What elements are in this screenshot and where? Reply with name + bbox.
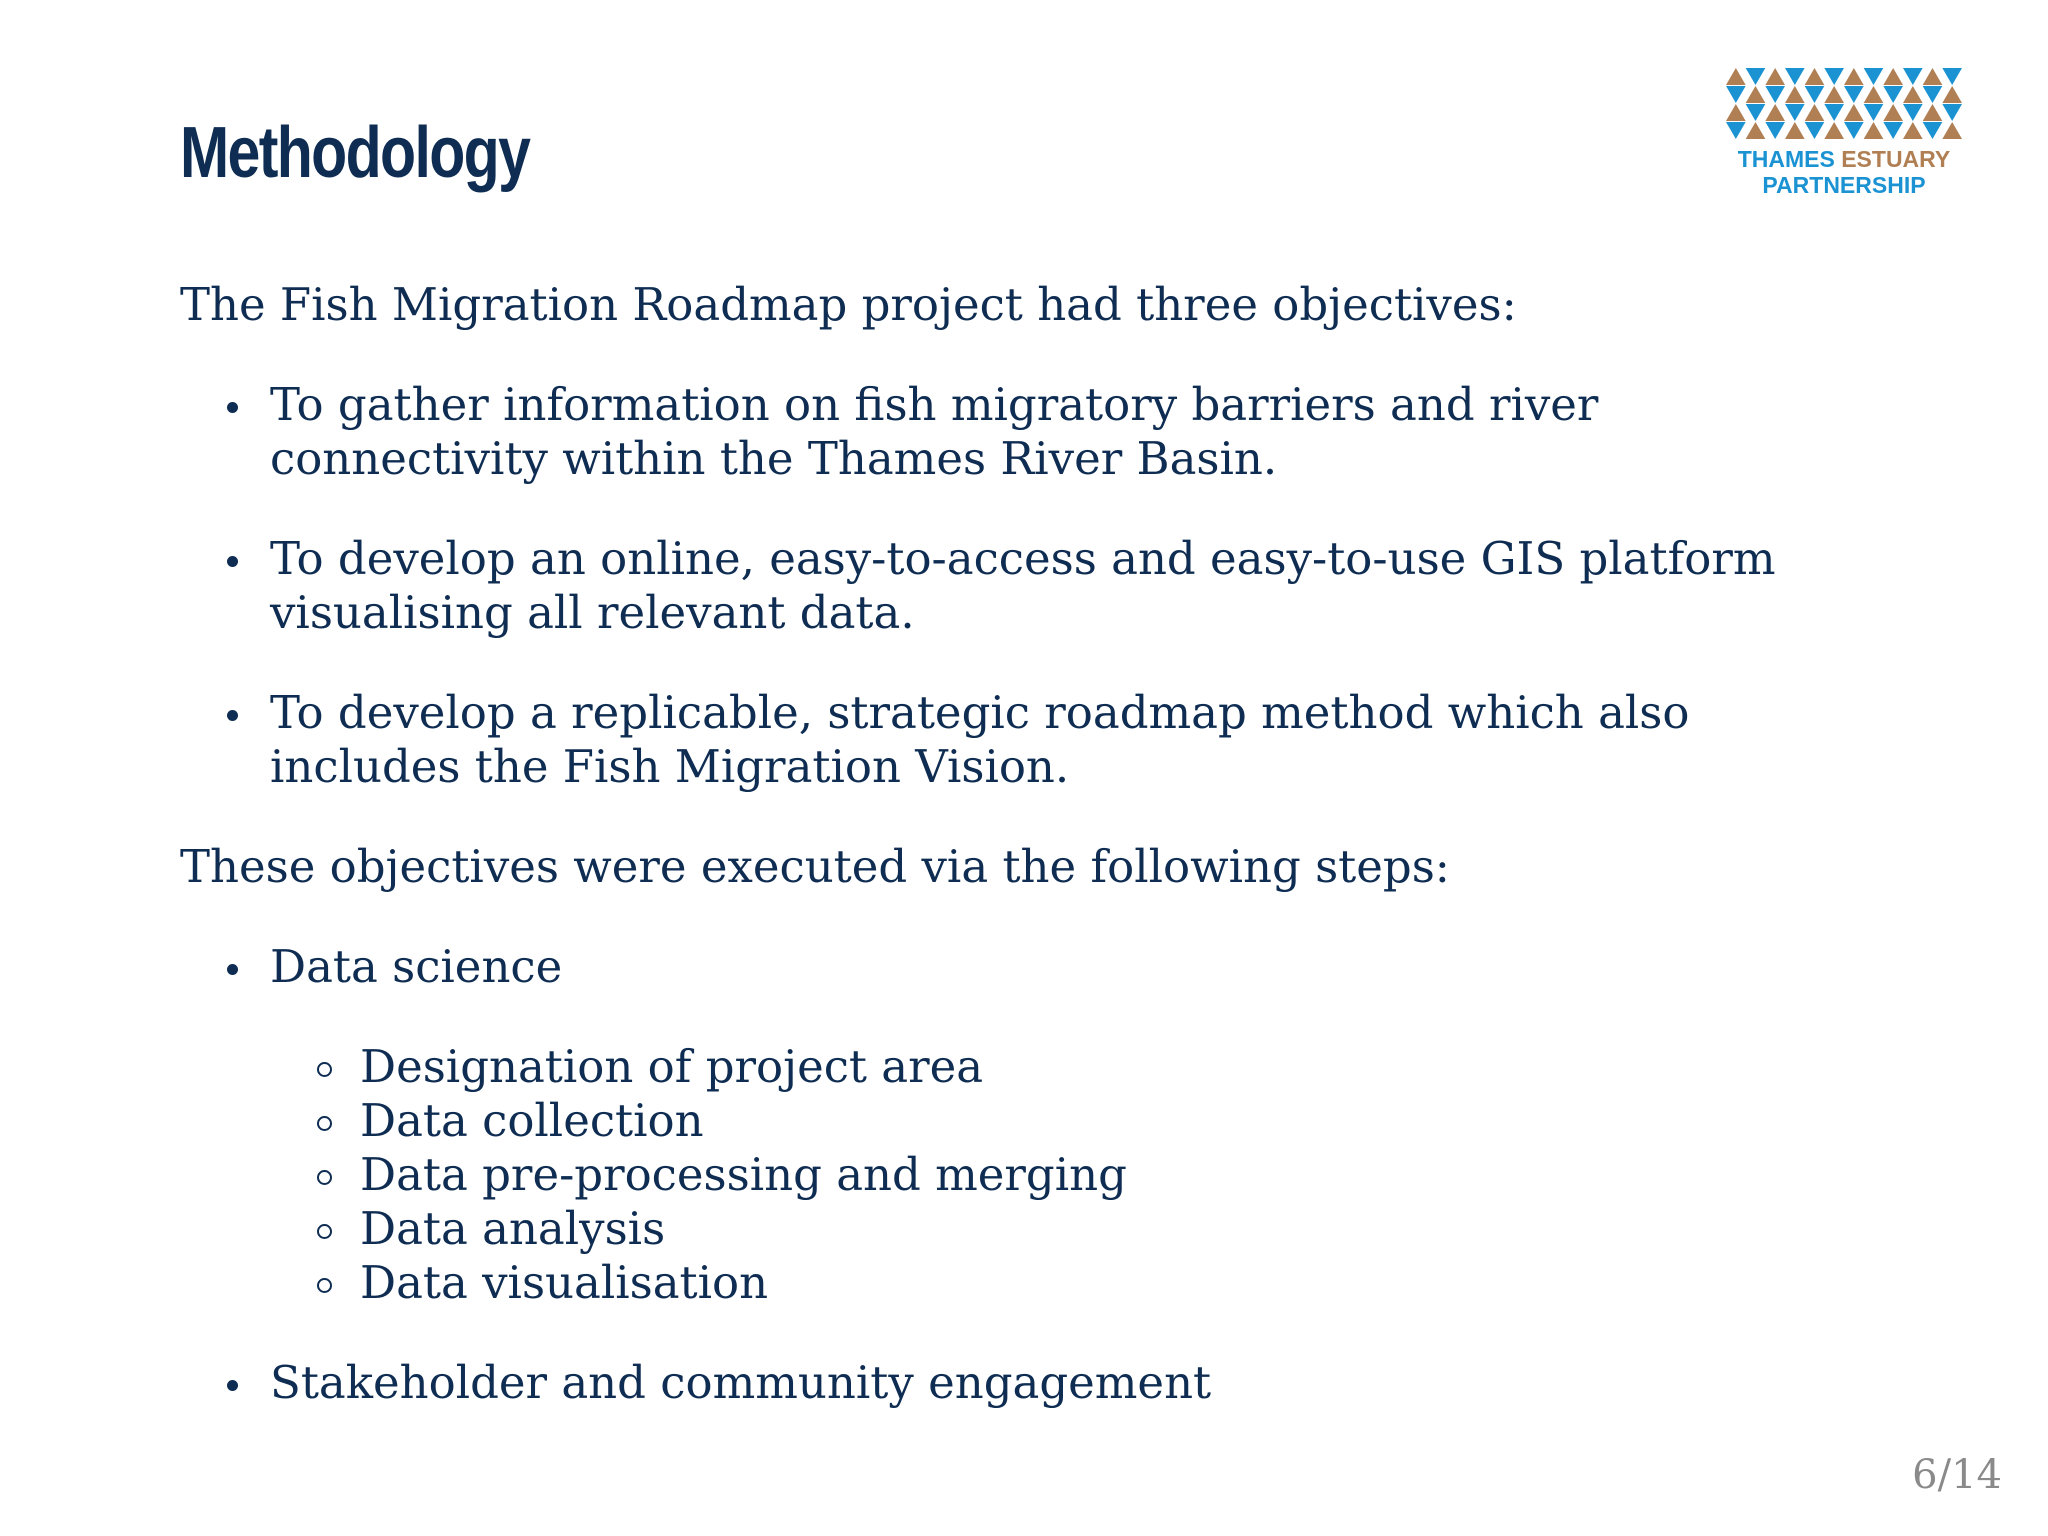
logo-triangle xyxy=(1864,68,1884,85)
logo-triangle xyxy=(1923,104,1943,121)
logo-triangle xyxy=(1864,86,1884,103)
substeps-list xyxy=(270,1040,1880,1310)
logo-triangle xyxy=(1805,68,1825,85)
logo-triangle xyxy=(1844,86,1864,103)
logo-triangle xyxy=(1923,68,1943,85)
logo-triangle xyxy=(1765,122,1785,139)
thames-estuary-partnership-logo xyxy=(1726,68,1962,200)
logo-triangle xyxy=(1765,104,1785,121)
logo-triangle xyxy=(1903,86,1923,103)
step-label: Data science xyxy=(270,940,563,993)
logo-triangle xyxy=(1726,104,1746,121)
logo-line-1 xyxy=(1726,146,1962,172)
substep-item: Designation of project area xyxy=(270,1040,1880,1094)
logo-word-estuary: ESTUARY xyxy=(1841,146,1951,172)
logo-triangle xyxy=(1726,86,1746,103)
logo-triangle xyxy=(1824,68,1844,85)
logo-triangle xyxy=(1726,122,1746,139)
logo-triangle xyxy=(1942,104,1962,121)
logo-triangle xyxy=(1785,122,1805,139)
objective-item: To develop a replicable, strategic roadmap method which also includes the Fish Migration Vision. xyxy=(180,686,1880,794)
logo-triangle xyxy=(1726,68,1746,85)
substep-item: Data pre-processing and merging xyxy=(270,1148,1880,1202)
logo-triangle xyxy=(1765,68,1785,85)
logo-triangle xyxy=(1824,122,1844,139)
logo-triangle xyxy=(1903,104,1923,121)
logo-triangle xyxy=(1844,68,1864,85)
logo-triangle xyxy=(1883,68,1903,85)
triangle-pattern-icon xyxy=(1726,68,1962,140)
logo-triangle xyxy=(1785,68,1805,85)
logo-triangle xyxy=(1805,104,1825,121)
logo-triangle xyxy=(1844,122,1864,139)
logo-triangle xyxy=(1746,86,1766,103)
step-item: Stakeholder and community engagement xyxy=(180,1356,1880,1410)
logo-triangle xyxy=(1923,86,1943,103)
logo-word-thames: THAMES xyxy=(1737,146,1835,172)
logo-word-partnership: PARTNERSHIP xyxy=(1762,172,1926,198)
logo-triangle xyxy=(1883,122,1903,139)
logo-triangle xyxy=(1942,86,1962,103)
logo-triangle xyxy=(1805,122,1825,139)
logo-triangle xyxy=(1923,122,1943,139)
steps-list xyxy=(180,940,1880,1410)
logo-triangle xyxy=(1864,122,1884,139)
objectives-list xyxy=(180,378,1880,794)
substep-item: Data visualisation xyxy=(270,1256,1880,1310)
logo-triangle xyxy=(1824,104,1844,121)
logo-triangle xyxy=(1903,122,1923,139)
substep-item: Data analysis xyxy=(270,1202,1880,1256)
slide-title: Methodology xyxy=(180,113,530,193)
logo-triangle xyxy=(1785,104,1805,121)
logo-triangle xyxy=(1883,104,1903,121)
logo-triangle xyxy=(1844,104,1864,121)
objective-item: To gather information on fish migratory barriers and river connectivity within the Thames River Basin. xyxy=(180,378,1880,486)
logo-triangle xyxy=(1746,122,1766,139)
logo-triangle xyxy=(1746,68,1766,85)
logo-triangle xyxy=(1942,122,1962,139)
logo-triangle xyxy=(1903,68,1923,85)
substep-item: Data collection xyxy=(270,1094,1880,1148)
slide-body xyxy=(180,278,1880,1456)
logo-triangle xyxy=(1942,68,1962,85)
logo-triangle xyxy=(1785,86,1805,103)
logo-triangle xyxy=(1765,86,1785,103)
objectives-intro: The Fish Migration Roadmap project had three objectives: xyxy=(180,278,1517,331)
logo-triangle xyxy=(1883,86,1903,103)
logo-triangle xyxy=(1746,104,1766,121)
step-item xyxy=(180,940,1880,1310)
logo-triangle xyxy=(1864,104,1884,121)
logo-triangle xyxy=(1805,86,1825,103)
page-number: 6/14 xyxy=(1912,1452,2002,1498)
objective-item: To develop an online, easy-to-access and easy-to-use GIS platform visualising all relevant data. xyxy=(180,532,1880,640)
logo-triangle xyxy=(1824,86,1844,103)
steps-intro: These objectives were executed via the following steps: xyxy=(180,840,1450,893)
